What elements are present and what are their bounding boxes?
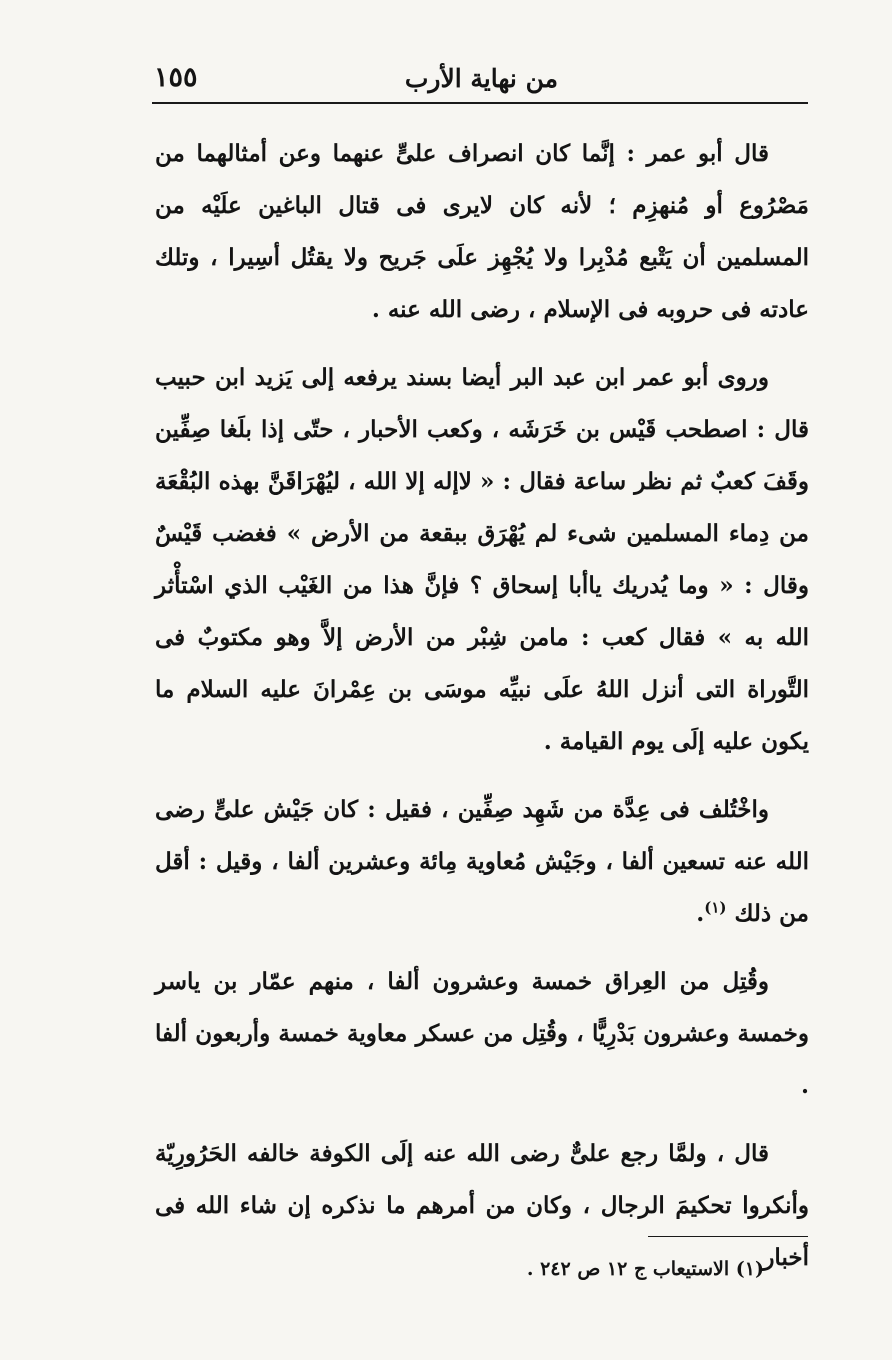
footnote-divider [648, 1236, 808, 1237]
paragraph-5: قال ، ولمَّا رجع علىٌّ رضى الله عنه إلَى الكوفة خالفه الحَرُورِيّة وأنكروا تحكيمَ الرجال ، وكان من أمرهم ما نذكره إن شاء الله فى أخبار [155, 1140, 809, 1271]
paragraph-3: واخْتُلف فى عِدَّة من شَهِد صِفِّين ، فقيل : كان جَيْش علىٍّ رضى الله عنه تسعين ألفا ، وجَيْش مُعاوية مِائة وعشرين ألفا ، وقيل : أقل من ذلك $^{(١)}$. [155, 796, 809, 927]
paragraph-1: قال أبو عمر : إنَّما كان انصراف علىٍّ عنهما وعن أمثالهما من مَصْرُوع أو مُنهزِم ؛ لأنه كان لايرى فى قتال الباغين علَيْه من المسلمين أن يَتْبع مُدْبِرا ولا يُجْهِز علَى جَريح ولا يقتُل أسِيرا ، وتلك عادته فى حروبه فى الإسلام ، رضى الله عنه . [155, 140, 809, 323]
footnote: (١) الاستيعاب ج ١٢ ص ٢٤٢ . [526, 1258, 764, 1280]
paragraph-2: وروى أبو عمر ابن عبد البر أيضا بسند يرفعه إلى يَزيد ابن حبيب قال : اصطحب قَيْس بن خَرَشَه ، وكعب الأحبار ، حتّى إذا بلَغا صِفِّين وقَفَ كعبٌ ثم نظر ساعة فقال : « لاإله إلا الله ، ليُهْرَاقَنَّ بهذه البُقْعَة من دِماء المسلمين شىء لم يُهْرَق ببقعة من الأرض » فغضب قَيْسٌ وقال : « وما يُدريك ياأبا إسحاق ؟ فإنَّ هذا من الغَيْب الذي اسْتأْثر الله به » فقال كعب : مامن شِبْر من الأرض إلاَّ وهو مكتوبٌ فى التَّوراة التى أنزل اللهُ علَى نبيِّه موسَى بن عِمْرانَ عليه السلام ما يكون عليه إلَى يوم القيامة . [155, 364, 809, 755]
paragraph-3-text: واخْتُلف فى عِدَّة من شَهِد صِفِّين ، فقيل : كان جَيْش علىٍّ رضى الله عنه تسعين ألفا ، وجَيْش مُعاوية مِائة وعشرين ألفا ، وقيل : أقل من ذلك [155, 796, 809, 927]
footnote-reference: (١) [704, 898, 727, 917]
page-number: ١٥٥ [154, 62, 198, 93]
running-title: من نهاية الأرب [404, 64, 558, 93]
main-text [155, 128, 809, 1284]
page-header [152, 58, 808, 104]
paragraph-4: وقُتِل من العِراق خمسة وعشرون ألفا ، منهم عمّار بن ياسر وخمسة وعشرون بَدْرِيًّا ، وقُتِل من عسكر معاوية خمسة وأربعون ألفا . [155, 968, 809, 1099]
